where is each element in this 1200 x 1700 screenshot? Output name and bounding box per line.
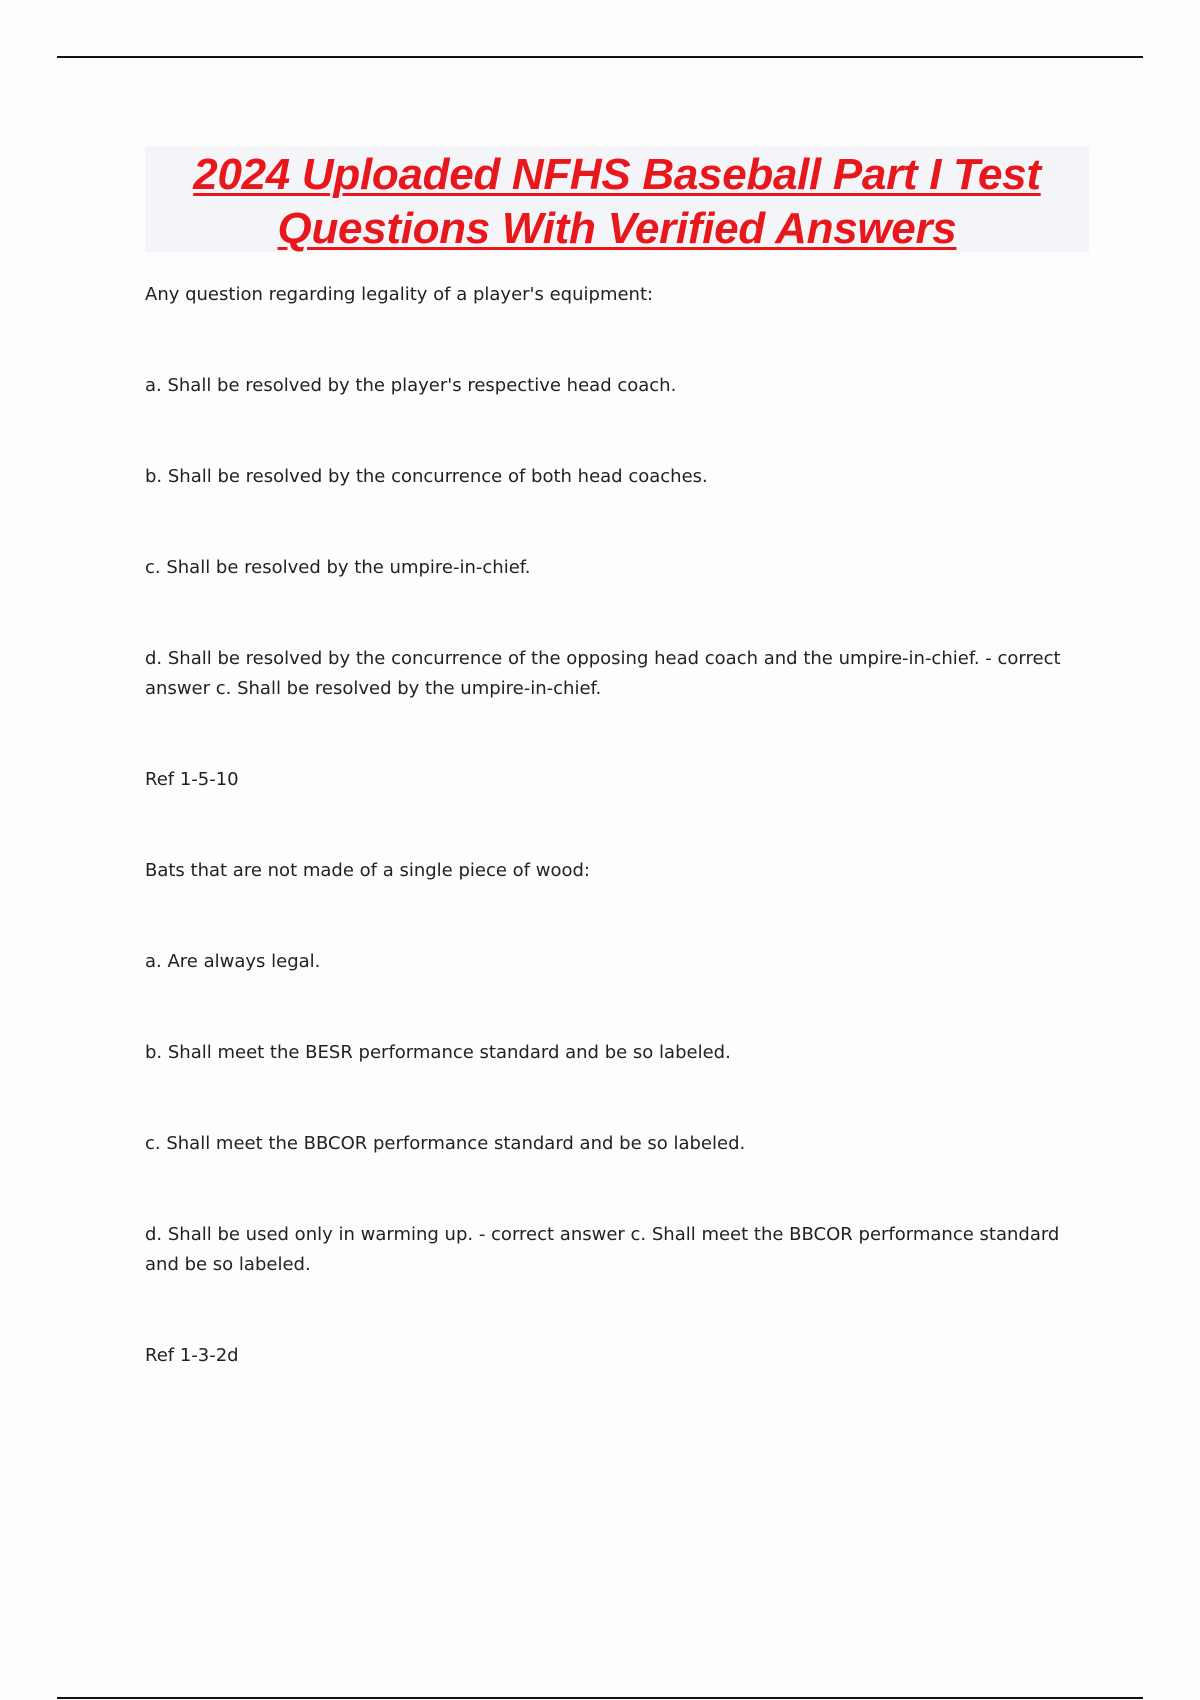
title-banner (145, 146, 1089, 252)
question-2-option-c: c. Shall meet the BBCOR performance standard and be so labeled. (145, 1133, 746, 1154)
question-1-reference: Ref 1-5-10 (145, 769, 239, 790)
top-rule (57, 56, 1143, 58)
document-body (145, 280, 1090, 1371)
bottom-rule (57, 1697, 1143, 1699)
question-1-option-b: b. Shall be resolved by the concurrence of both head coaches. (145, 466, 708, 487)
question-2-reference: Ref 1-3-2d (145, 1345, 239, 1366)
question-2-prompt: Bats that are not made of a single piece of wood: (145, 860, 590, 881)
question-2-option-d-answer: d. Shall be used only in warming up. - correct answer c. Shall meet the BBCOR performance standard and be so labeled. (145, 1224, 1060, 1275)
question-1-prompt: Any question regarding legality of a player's equipment: (145, 284, 654, 305)
document-title: 2024 Uploaded NFHS Baseball Part I Test Questions With Verified Answers (193, 150, 1041, 253)
question-1-option-d-answer: d. Shall be resolved by the concurrence of the opposing head coach and the umpire-in-chief. - correct answer c. Shall be resolved by the umpire-in-chief. (145, 648, 1061, 699)
question-2-option-b: b. Shall meet the BESR performance standard and be so labeled. (145, 1042, 731, 1063)
question-2-option-a: a. Are always legal. (145, 951, 321, 972)
question-1-option-c: c. Shall be resolved by the umpire-in-chief. (145, 557, 531, 578)
question-1-option-a: a. Shall be resolved by the player's respective head coach. (145, 375, 677, 396)
